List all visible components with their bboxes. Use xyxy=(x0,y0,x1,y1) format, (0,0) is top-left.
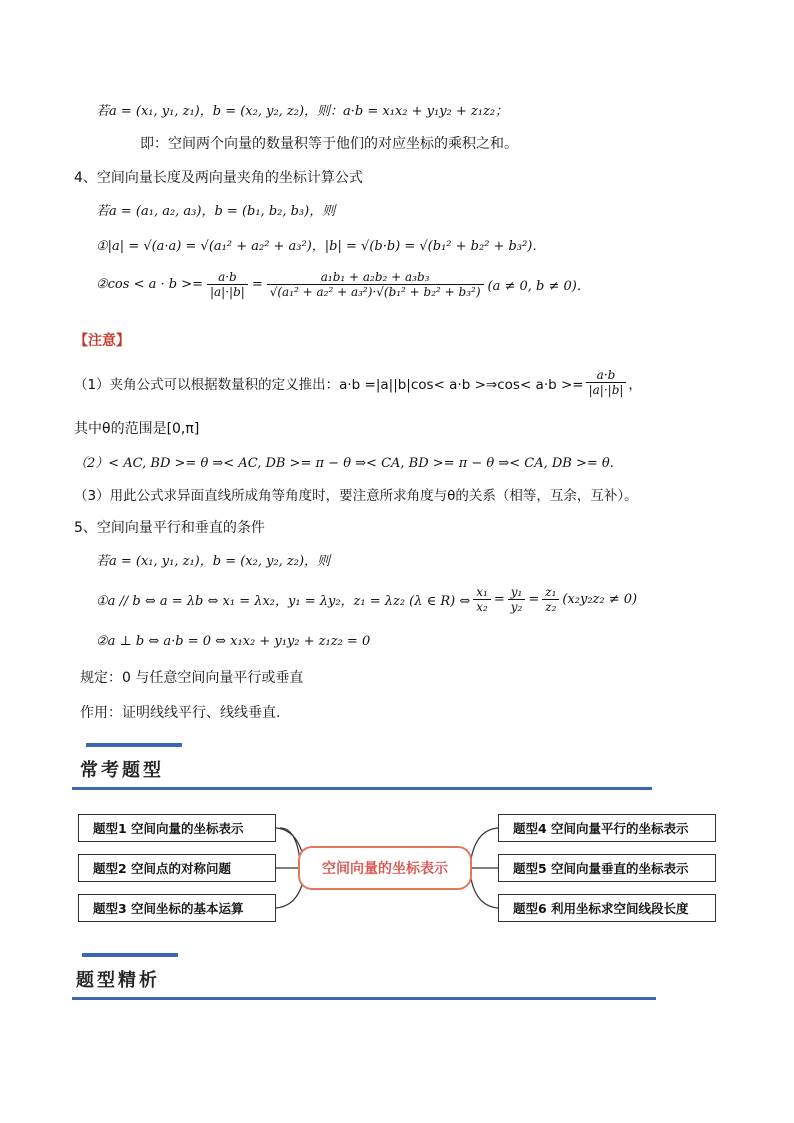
parallel-fraction-x xyxy=(473,585,491,614)
note-heading: 【注意】 xyxy=(74,333,130,349)
fraction-denominator: |a|·|b| xyxy=(588,383,624,397)
formula-dot-product: 若a = (x₁, y₁, z₁)，b = (x₂, y₂, z₂)，则：a·b = x₁x₂ + y₁y₂ + z₁z₂； xyxy=(96,104,509,119)
mindmap-node-type1: 题型1 空间向量的坐标表示 xyxy=(78,814,276,842)
fraction-numerator: y₁ xyxy=(508,585,526,600)
mindmap-center: 空间向量的坐标表示 xyxy=(298,846,472,890)
parallel-text: ①a // b ⇔ a = λb ⇔ x₁ = λx₂，y₁ = λy₂，z₁ = λz₂ (λ ∈ R) ⇔ xyxy=(96,594,471,609)
fraction-numerator: a₁b₁ + a₂b₂ + a₃b₃ xyxy=(267,270,484,285)
note-1-text: （1）夹角公式可以根据数量积的定义推出：a·b =|a||b|cos< a·b >⇒cos< a·b >= xyxy=(74,376,584,393)
note-theta-range: 其中θ的范围是[0,π] xyxy=(74,421,200,437)
fraction-denominator: x₂ xyxy=(476,600,488,614)
section-title-analysis: 题型精析 xyxy=(76,970,160,991)
fraction-denominator: |a|·|b| xyxy=(209,285,245,299)
section-title-common: 常考题型 xyxy=(80,760,164,781)
angle-fraction-2 xyxy=(267,270,484,299)
section-5-heading: 5、空间向量平行和垂直的条件 xyxy=(74,520,265,536)
formula-parallel: ①a // b ⇔ a = λb ⇔ x₁ = λx₂，y₁ = λy₂，z₁ = λz₂ (λ ∈ R) ⇔ $\frac{\text{x₁}}{\text{x₂}}$ = $\frac{\text{y₁}}{\text{y₂}}$ = $\frac{\text{z₁}}{\text{z₂}}$ (x₂y₂z₂ ≠ 0) xyxy=(96,585,638,614)
mindmap-node-type2: 题型2 空间点的对称问题 xyxy=(78,854,276,882)
section-bar-long xyxy=(72,787,652,790)
dot-product-explanation: 即：空间两个向量的数量积等于他们的对应坐标的乘积之和。 xyxy=(140,136,518,152)
fraction-denominator: z₂ xyxy=(545,600,557,614)
purpose-text: 作用：证明线线平行、线线垂直. xyxy=(80,705,281,721)
formula-perpendicular: ②a ⊥ b ⇔ a·b = 0 ⇔ x₁x₂ + y₁y₂ + z₁z₂ = 0 xyxy=(96,634,371,649)
note-1 xyxy=(74,368,642,397)
formula-length: ①|a| = √(a·a) = √(a₁² + a₂² + a₃²)，|b| = √(b·b) = √(b₁² + b₂² + b₃²)． xyxy=(96,239,546,254)
formula-vector-def-2: 若a = (x₁, y₁, z₁)，b = (x₂, y₂, z₂)，则 xyxy=(96,554,331,569)
note-3: （3）用此公式求异面直线所成角等角度时，要注意所求角度与θ的关系（相等，互余，互补）。 xyxy=(74,488,638,504)
fraction-denominator: y₂ xyxy=(510,600,523,614)
rule-zero-vector: 规定：0 与任意空间向量平行或垂直 xyxy=(80,670,304,686)
section-bar-short xyxy=(86,743,182,747)
fraction-numerator: a·b xyxy=(207,270,248,285)
formula-angle: ②cos < a · b >= $\frac{a\cdot b}{|a|\cdot|b|}$ = $\frac{\text{a₁b₁ + a₂b₂ + a₃b₃}}{\text{√(a₁² + a₂² + a₃²)·√(b₁² + b₂² + b₃²)}}$ (a ≠ 0, b ≠ 0)． xyxy=(96,270,590,299)
parallel-fraction-z xyxy=(542,585,559,614)
section-4-heading: 4、空间向量长度及两向量夹角的坐标计算公式 xyxy=(74,170,363,186)
note-1-fraction xyxy=(586,368,627,397)
section-bar-long-2 xyxy=(72,997,656,1000)
fraction-numerator: a·b xyxy=(586,368,627,383)
mindmap-node-type3: 题型3 空间坐标的基本运算 xyxy=(78,894,276,922)
section-bar-short-2 xyxy=(82,953,178,957)
angle-condition: (a ≠ 0, b ≠ 0)． xyxy=(487,279,590,294)
note-2: （2）< AC, BD >= θ ⇒< AC, DB >= π − θ ⇒< CA, BD >= π − θ ⇒< CA, DB >= θ. xyxy=(74,456,614,471)
angle-fraction-1 xyxy=(207,270,248,299)
mindmap-node-type6: 题型6 利用坐标求空间线段长度 xyxy=(498,894,716,922)
fraction-numerator: z₁ xyxy=(542,585,559,600)
angle-lhs: ②cos < a · b >= xyxy=(96,277,203,292)
parallel-fraction-y xyxy=(508,585,526,614)
note-1-comma: ， xyxy=(628,376,642,393)
formula-vector-def: 若a = (a₁, a₂, a₃)，b = (b₁, b₂, b₃)，则 xyxy=(96,204,336,219)
mindmap-node-type4: 题型4 空间向量平行的坐标表示 xyxy=(498,814,716,842)
fraction-numerator: x₁ xyxy=(473,585,491,600)
mindmap-node-type5: 题型5 空间向量垂直的坐标表示 xyxy=(498,854,716,882)
fraction-denominator: √(a₁² + a₂² + a₃²)·√(b₁² + b₂² + b₃²) xyxy=(269,285,481,299)
parallel-condition: (x₂y₂z₂ ≠ 0) xyxy=(562,592,638,607)
